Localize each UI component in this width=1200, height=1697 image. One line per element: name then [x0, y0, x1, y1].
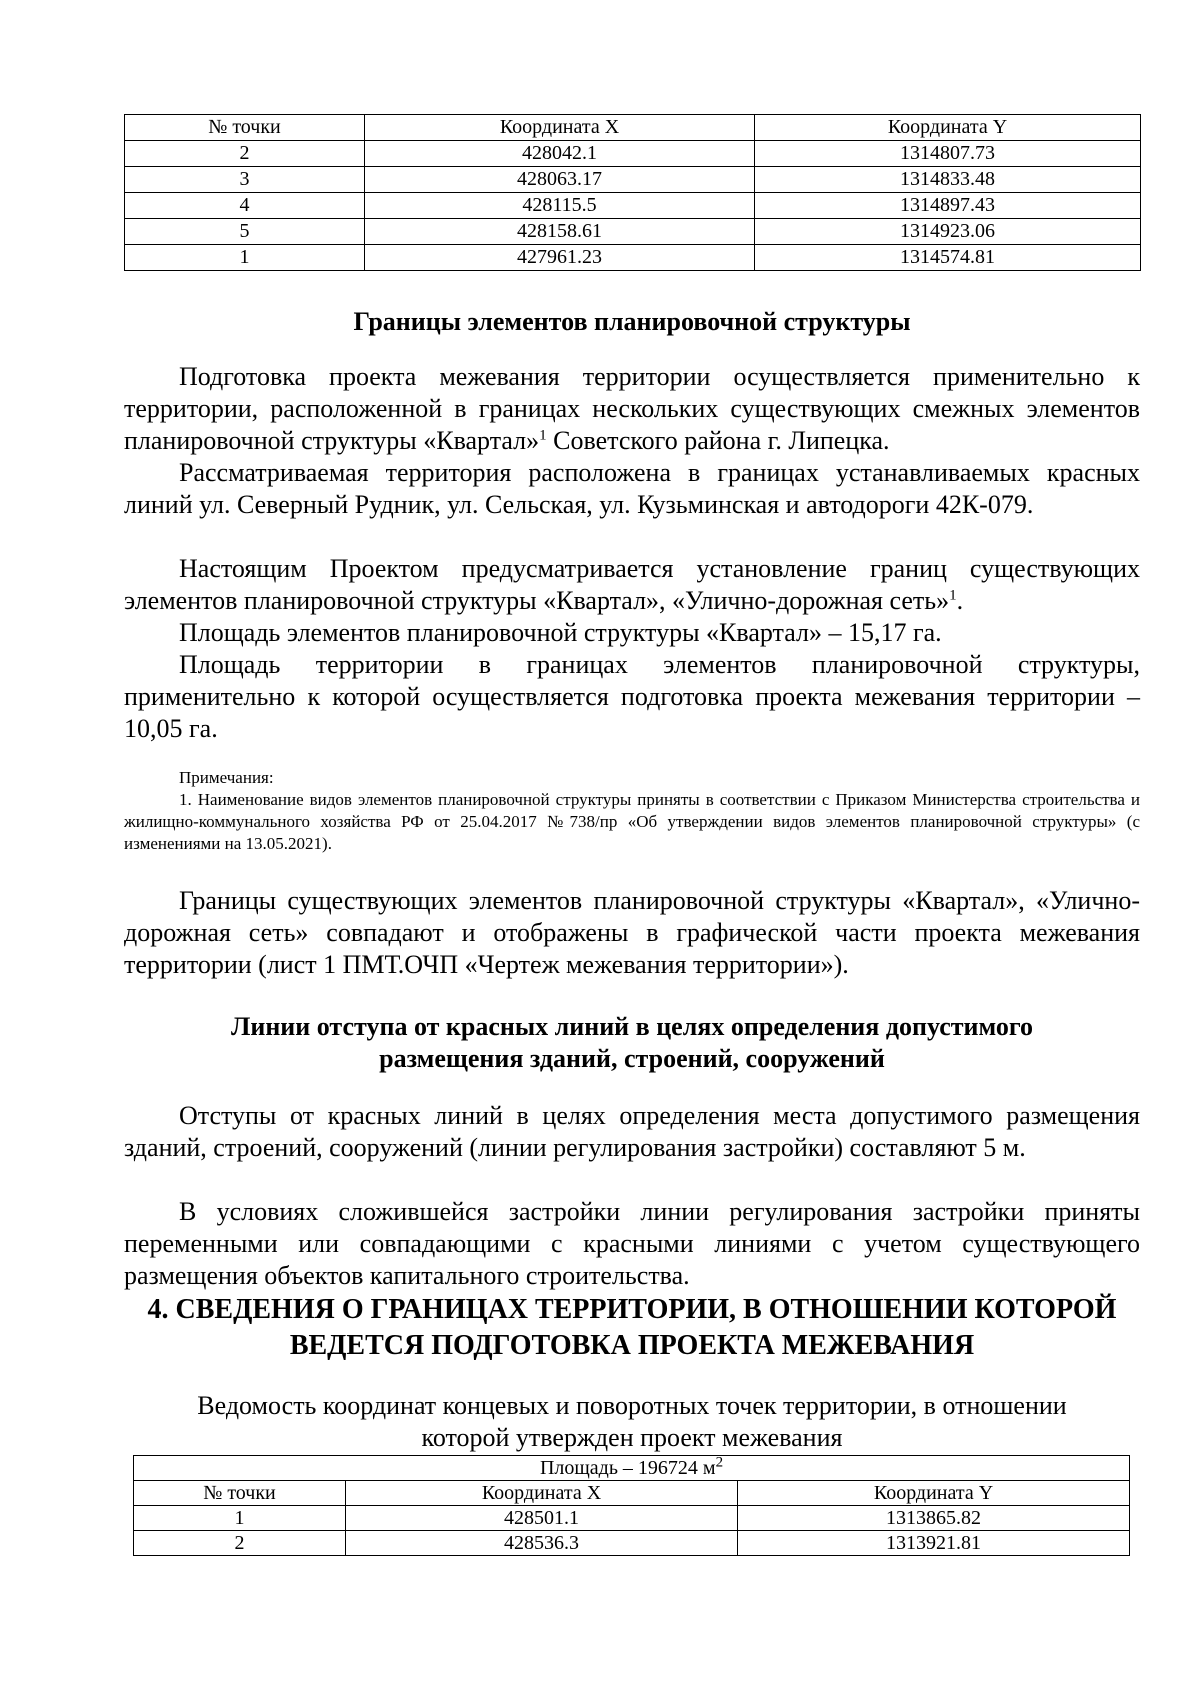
area-text: Площадь – 196724 м	[539, 1456, 716, 1479]
heading-line: Линии отступа от красных линий в целях определения допустимого	[230, 1012, 1034, 1041]
area-unit-superscript: 2	[715, 1453, 724, 1470]
col-header-point: № точки	[125, 115, 365, 141]
cell-point: 5	[125, 219, 365, 245]
cell-x: 428042.1	[365, 141, 755, 167]
title-line: ВЕДЕТСЯ ПОДГОТОВКА ПРОЕКТА МЕЖЕВАНИЯ	[289, 1330, 975, 1361]
notes-text	[124, 789, 1140, 855]
caption-line: которой утвержден проект межевания	[421, 1423, 843, 1452]
cell-point: 4	[125, 193, 365, 219]
heading-line: размещения зданий, строений, сооружений	[379, 1044, 885, 1073]
section-heading-boundaries: Границы элементов планировочной структуры	[353, 307, 911, 336]
col-header-y: Координата Y	[738, 1481, 1130, 1506]
paragraph-text: Площадь территории в границах элементов планировочной структуры, применительно к которой осуществляется подготовка проекта межевания территории – 10,05 га.	[124, 650, 1140, 743]
paragraph	[124, 649, 1140, 745]
paragraph	[124, 553, 1140, 617]
cell-y: 1314807.73	[755, 141, 1141, 167]
table-area-row	[134, 1456, 1130, 1481]
title-line: 4. СВЕДЕНИЯ О ГРАНИЦАХ ТЕРРИТОРИИ, В ОТНОШЕНИИ КОТОРОЙ	[147, 1294, 1117, 1325]
cell-point: 2	[134, 1531, 346, 1556]
col-header-x: Координата X	[365, 115, 755, 141]
cell-y: 1314897.43	[755, 193, 1141, 219]
cell-y: 1314574.81	[755, 245, 1141, 271]
cell-x: 428063.17	[365, 167, 755, 193]
cell-x: 427961.23	[365, 245, 755, 271]
col-header-y: Координата Y	[755, 115, 1141, 141]
coordinates-table-2	[133, 1455, 1130, 1556]
table-row	[125, 167, 1141, 193]
paragraph-text: Советского района г. Липецка.	[546, 426, 890, 455]
coordinates-table-1	[124, 114, 1141, 271]
paragraph	[124, 617, 1140, 649]
paragraph	[124, 885, 1140, 981]
paragraph-text: Границы существующих элементов планировочной структуры «Квартал», «Улично-дорожная сеть» совпадают и отображены в графической части проекта межевания территории (лист 1 ПМТ.ОЧП «Чертеж межевания территории»).	[124, 886, 1140, 979]
notes-block	[124, 767, 1140, 855]
table-caption	[124, 1390, 1140, 1454]
table-row	[125, 219, 1141, 245]
section-heading-setback	[124, 1011, 1140, 1075]
table-row	[125, 193, 1141, 219]
paragraph-text: .	[956, 586, 964, 615]
paragraph-text: Площадь элементов планировочной структуры «Квартал» – 15,17 га.	[179, 618, 942, 647]
notes-text-content: 1. Наименование видов элементов планировочной структуры приняты в соответствии с Приказом Министерства строительства и жилищно-коммунального хозяйства РФ от 25.04.2017 №738/пр «Об утверждении видов элементов планировочной структуры» (с изменениями на 13.05.2021).	[124, 790, 1140, 853]
cell-y: 1314833.48	[755, 167, 1141, 193]
cell-y: 1313921.81	[738, 1531, 1130, 1556]
cell-x: 428158.61	[365, 219, 755, 245]
area-cell	[134, 1453, 1130, 1481]
notes-title: Примечания:	[179, 768, 274, 787]
cell-point: 3	[125, 167, 365, 193]
col-header-point: № точки	[134, 1481, 346, 1506]
caption-line: Ведомость координат концевых и поворотных точек территории, в отношении	[197, 1391, 1067, 1420]
cell-y: 1313865.82	[738, 1506, 1130, 1531]
cell-point: 1	[134, 1506, 346, 1531]
paragraph-text: В условиях сложившейся застройки линии регулирования застройки приняты переменными или совпадающими с красными линиями с учетом существующего размещения объектов капитального строительства.	[124, 1197, 1140, 1290]
section-4-title	[124, 1292, 1140, 1364]
table-header-row	[125, 115, 1141, 141]
paragraph	[124, 1196, 1140, 1292]
footnote-marker: 1	[949, 587, 957, 604]
cell-y: 1314923.06	[755, 219, 1141, 245]
table-header-row	[134, 1481, 1130, 1506]
paragraph	[124, 1100, 1140, 1164]
cell-x: 428115.5	[365, 193, 755, 219]
cell-point: 2	[125, 141, 365, 167]
footnote-marker: 1	[539, 427, 547, 444]
table-row	[125, 141, 1141, 167]
col-header-x: Координата X	[346, 1481, 738, 1506]
paragraph	[124, 361, 1140, 457]
paragraph-text: Настоящим Проектом предусматривается установление границ существующих элементов планировочной структуры «Квартал», «Улично-дорожная сеть»	[124, 554, 1140, 615]
table-row	[134, 1531, 1130, 1556]
table-row	[125, 245, 1141, 271]
cell-point: 1	[125, 245, 365, 271]
paragraph	[124, 457, 1140, 521]
paragraph-text: Подготовка проекта межевания территории осуществляется применительно к территории, расположенной в границах нескольких существующих смежных элементов планировочной структуры «Квартал»	[124, 362, 1140, 455]
paragraph-text: Отступы от красных линий в целях определения места допустимого размещения зданий, строений, сооружений (линии регулирования застройки) составляют 5 м.	[124, 1101, 1140, 1162]
table-row	[134, 1506, 1130, 1531]
paragraph-text: Рассматриваемая территория расположена в границах устанавливаемых красных линий ул. Северный Рудник, ул. Сельская, ул. Кузьминская и автодороги 42К-079.	[124, 458, 1140, 519]
cell-x: 428501.1	[346, 1506, 738, 1531]
cell-x: 428536.3	[346, 1531, 738, 1556]
